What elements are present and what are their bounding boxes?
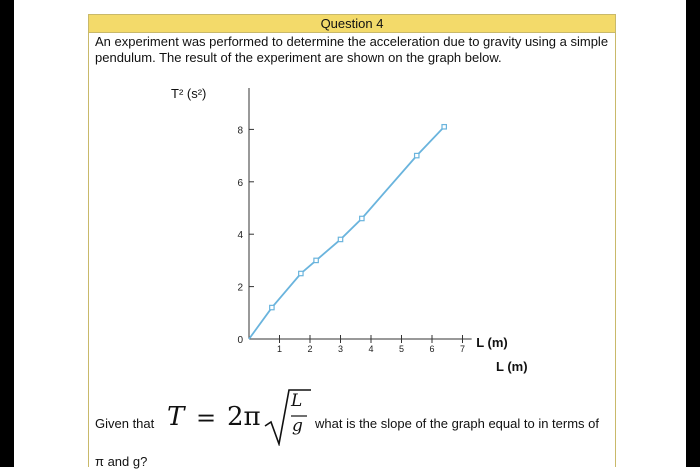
screen-edge-right <box>686 0 700 467</box>
data-point <box>338 237 342 241</box>
x-tick-label: 7 <box>459 344 466 354</box>
series-line <box>249 127 444 339</box>
x-tick-label: 6 <box>429 344 435 354</box>
x-tick-label: 5 <box>398 344 405 354</box>
data-point <box>314 258 318 262</box>
y-axis-label: T² (s²) <box>171 86 207 101</box>
y-tick-label: 0 <box>237 335 243 346</box>
formula-T: T <box>167 402 185 432</box>
data-point <box>270 305 274 309</box>
x-axis-label: L (m) <box>476 335 508 350</box>
data-point <box>360 216 364 220</box>
question-intro: An experiment was performed to determine the acceleration due to gravity using a simple pendulum. The result of the experiment are shown on the graph below. <box>95 34 609 65</box>
data-point <box>299 271 303 275</box>
given-line <box>95 386 610 446</box>
sqrt-sign <box>263 386 313 446</box>
x-tick-label: 1 <box>276 344 283 354</box>
screen-edge-left <box>0 0 14 467</box>
formula-g: g <box>292 416 303 436</box>
y-tick-label: 2 <box>237 282 243 294</box>
formula-L: L <box>291 391 303 411</box>
y-tick-label: 8 <box>237 125 243 137</box>
y-tick-label: 4 <box>237 230 243 242</box>
pendulum-chart <box>159 76 639 386</box>
final-question-line: π and g? <box>95 454 148 469</box>
data-point <box>415 153 419 157</box>
x-tick-label: 3 <box>337 344 344 354</box>
x-tick-label: 4 <box>368 344 374 354</box>
formula-equals: = <box>196 404 217 432</box>
data-point <box>442 125 446 129</box>
formula-coefficient: 2π <box>227 402 261 432</box>
x-tick-label: 2 <box>307 344 313 354</box>
x-axis-label-duplicate: L (m) <box>496 359 528 374</box>
question-card <box>88 14 616 467</box>
given-suffix: what is the slope of the graph equal to in terms of <box>315 416 600 431</box>
y-tick-label: 6 <box>237 177 243 189</box>
given-prefix: Given that <box>95 416 155 431</box>
question-header: Question 4 <box>89 14 615 33</box>
